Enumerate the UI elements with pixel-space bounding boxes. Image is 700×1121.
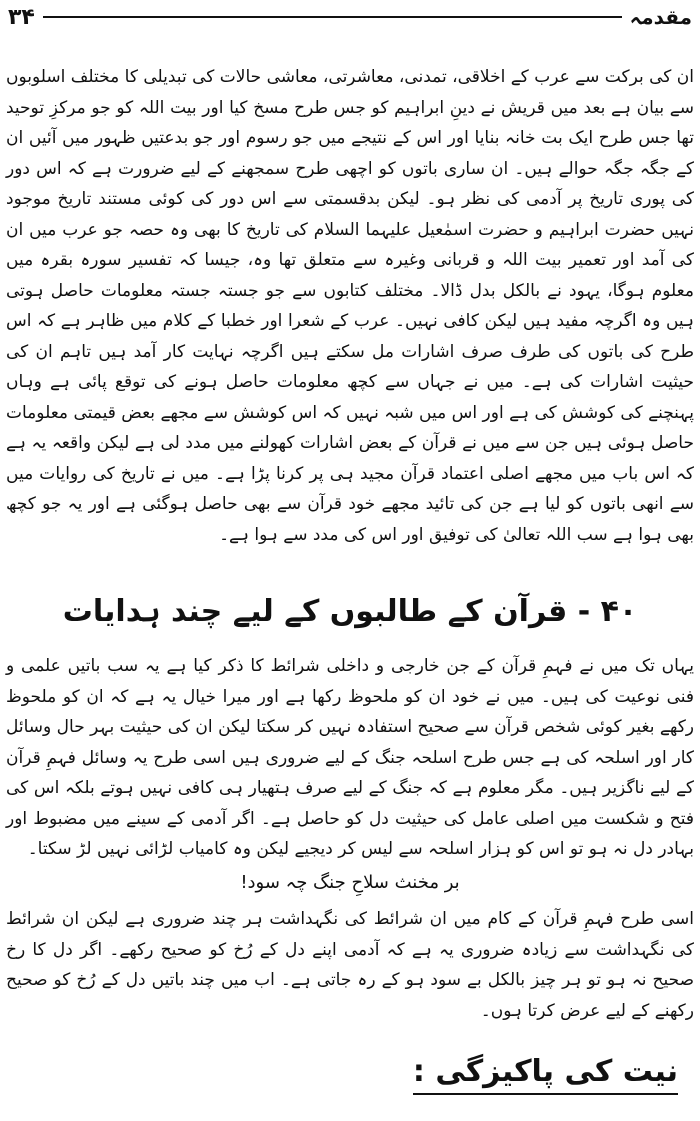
header-rule <box>43 16 622 18</box>
subheading: نیت کی پاکیزگی : <box>413 1054 678 1095</box>
verse-line: بر مخنث سلاحِ جنگ چہ سود! <box>240 872 460 893</box>
page-number: ۳۴ <box>8 4 35 30</box>
paragraph-2: یہاں تک میں نے فہمِ قرآن کے جن خارجی و داخلی شرائط کا ذکر کیا ہے یہ سب باتیں علمی و فنی نوعیت کی ہیں۔ میں نے خود ان کو ملحوظ رکھا ہے اور میرا خیال یہ ہے کہ ان کو ملحوظ رکھے بغیر کوئی شخص قرآن سے صحیح استفادہ نہیں کر سکتا لیکن ان کی حیثیت بہر حال وسائل کار اور اسلحہ کی ہے جس طرح اسلحہ جنگ کے لیے ضروری ہیں اسی طرح یہ وسائل فہمِ قرآن کے لیے ناگزیر ہیں۔ مگر معلوم ہے کہ جنگ کے لیے صرف ہتھیار ہی کافی نہیں ہوتے بلکہ اس کی فتح و شکست میں اصلی عامل کی حیثیت دل کو حاصل ہے۔ اگر آدمی کے سینے میں مضبوط اور بہادر دل نہ ہو تو اس کو ہزار اسلحہ سے لیس کر دیجیے لیکن وہ کامیاب لڑائی نہیں لڑ سکتا۔ <box>6 656 694 859</box>
paragraph-1: ان کی برکت سے عرب کے اخلاقی، تمدنی، معاشرتی، معاشی حالات کی تبدیلی کا مختلف اسلوبوں سے بیان ہے بعد میں قریش نے دینِ ابراہیم کو جس طرح مسخ کیا اور بیت اللہ کو جو مرکزِ توحید تھا جس طرح ایک بت خانہ بنایا اور اس کے نتیجے میں جو رسوم اور جو بدعتیں ظہور میں آئیں ان کے جگہ جگہ حوالے ہیں۔ ان ساری باتوں کو اچھی طرح سمجھنے کے لیے ضرورت ہے کہ اس دور کی پوری تاریخ پر آدمی کی نظر ہو۔ لیکن بدقسمتی سے اس دور کی کوئی مستند تاریخ موجود نہیں حضرت ابراہیم و حضرت اسمٰعیل علیہما السلام کی تاریخ کا بھی وہ حصہ جو عرب میں ان کی آمد اور تعمیر بیت اللہ و قربانی وغیرہ سے متعلق تھا وہ، جیسا کہ تفسیر سورہ بقرہ میں معلوم ہوگا، یہود نے بالکل بدل ڈالا۔ مختلف کتابوں سے جو جستہ جستہ معلومات حاصل ہوتی ہیں وہ اگرچہ مفید ہیں لیکن کافی نہیں۔ عرب کے شعرا اور خطبا کے کلام میں ظاہر ہے کہ اس طرح کی باتوں کی طرف صرف اشارات مل سکتے ہیں اگرچہ نہایت کار آمد ہیں تاہم ان کی حیثیت اشارات کی ہے۔ میں نے جہاں سے کچھ معلومات حاصل ہونے کی توقع پائی ہے وہاں پہنچنے کی کوشش کی ہے اور اس میں شبہ نہیں کہ اس کوشش سے مجھے بعض قیمتی معلومات حاصل ہوئی ہیں جن سے میں نے قرآن کے بعض اشارات کھولنے میں مدد لی ہے لیکن واقعہ یہ ہے کہ اس باب میں مجھے اصلی اعتماد قرآن مجید ہی پر کرنا پڑا ہے۔ میں نے تاریخ کی روایات میں سے انھی باتوں کو لیا ہے جن کی تائید مجھے خود قرآن سے بھی حاصل ہوگئی ہے اور یہ جو کچھ بھی ہوا ہے سب اللہ تعالیٰ کی توفیق اور اس کی مدد سے ہوا ہے۔ <box>6 67 695 545</box>
header-title: مقدمہ <box>629 5 692 29</box>
running-header <box>0 4 700 30</box>
paragraph-3: اسی طرح فہمِ قرآن کے کام میں ان شرائط کی نگہداشت ہر چند ضروری ہے لیکن ان شرائط کی نگہداشت سے زیادہ ضروری یہ ہے کہ آدمی اپنے دل کے رُخ کو صحیح رکھے۔ اگر دل کا رخ صحیح نہ ہو تو ہر چیز بالکل بے سود ہو کے رہ جاتی ہے۔ اب میں چند باتیں دل کے رُخ کو صحیح رکھنے کے لیے عرض کرتا ہوں۔ <box>6 909 694 1021</box>
section-heading: ۴۰ - قرآن کے طالبوں کے لیے چند ہدایات <box>62 594 638 629</box>
